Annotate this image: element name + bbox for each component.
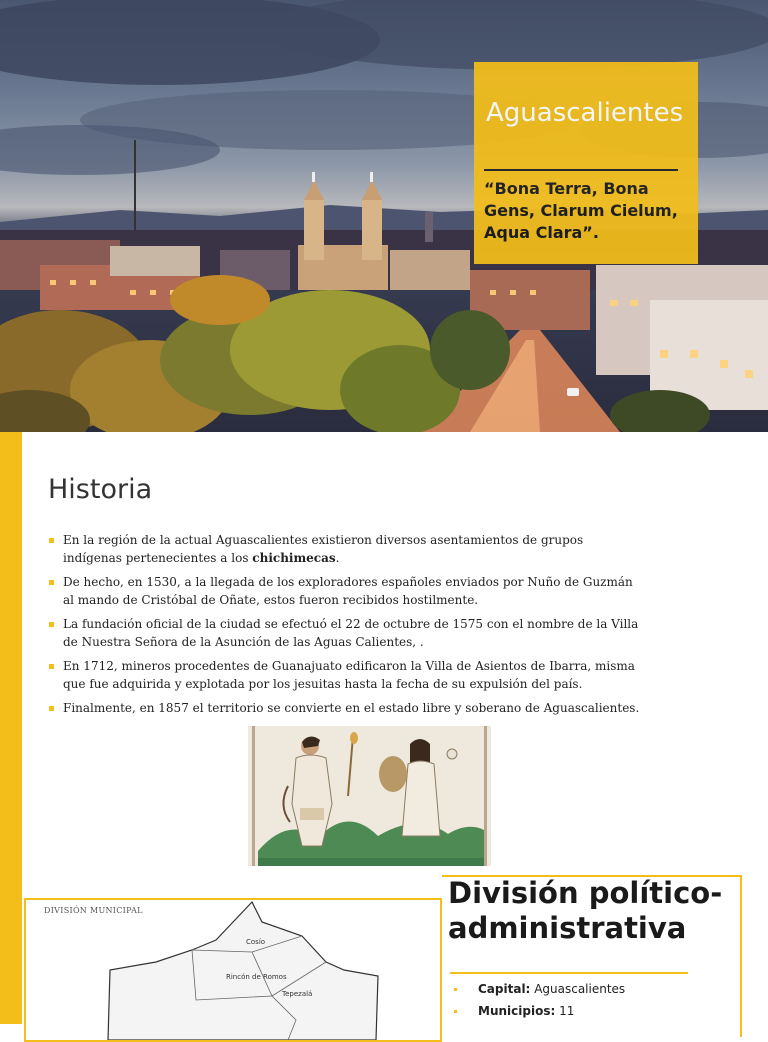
fact-label: Capital: (478, 982, 531, 996)
map-caption: DIVISIÓN MUNICIPAL (44, 906, 143, 915)
bullet-text: En la región de la actual Aguascalientes existieron diversos asentamientos de grupos indígenas pertenecientes a los (63, 533, 584, 565)
historia-bullet (48, 700, 640, 718)
historia-slide (0, 432, 768, 868)
indigenous-figures-image (248, 726, 491, 866)
title-box (474, 62, 698, 264)
map-place-label: Cosío (246, 938, 266, 946)
municipal-map (24, 898, 442, 1042)
bullet-text: En 1712, mineros procedentes de Guanajuato edificaron la Villa de Asientos de Ibarra, misma que fue adquirida y explotada por los jesuitas hasta la fecha de su expulsión del país. (63, 659, 635, 691)
bullet-text: De hecho, en 1530, a la llegada de los exploradores españoles enviados por Nuño de Guzmán al mando de Cristóbal de Oñate, estos fueron recibidos hostilmente. (63, 575, 633, 607)
historia-bullet-list (48, 532, 640, 725)
map-place-label: Rincón de Romos (226, 973, 287, 981)
fact-label: Municipios: (478, 1004, 556, 1018)
map-place-label: Tepezalá (282, 990, 313, 998)
historia-bullet (48, 616, 640, 651)
municipal-map-drawing (26, 900, 440, 1040)
bullet-bold-term: chichimecas (252, 550, 336, 565)
division-divider (450, 972, 688, 974)
motto-text: “Bona Terra, Bona Gens, Clarum Cielum, Aqua Clara”. (484, 179, 678, 242)
hero-photo (0, 0, 768, 432)
bullet-text-tail: . (335, 550, 340, 565)
section-title-historia: Historia (48, 474, 153, 505)
title-divider (484, 169, 678, 171)
fact-value: 11 (559, 1004, 575, 1018)
bullet-text: La fundación oficial de la ciudad se efectuó el 22 de octubre de 1575 con el nombre de la Villa de Nuestra Señora de la Asunción de las Aguas Calientes, . (63, 617, 639, 649)
division-slide (0, 868, 768, 1024)
fact-value: Aguascalientes (534, 982, 626, 996)
fact-item (450, 1000, 730, 1022)
fact-item (450, 978, 730, 1000)
historia-bullet (48, 532, 640, 567)
bullet-text: Finalmente, en 1857 el territorio se convierte en el estado libre y soberano de Aguascalientes. (63, 701, 640, 715)
codex-illustration (248, 726, 491, 866)
division-fact-list (450, 978, 730, 1022)
historia-bullet (48, 574, 640, 609)
section-title-division: División político-administrativa (448, 876, 723, 945)
accent-bar (0, 868, 22, 1024)
accent-bar (0, 432, 22, 868)
page-title: Aguascalientes (486, 98, 684, 128)
historia-bullet (48, 658, 640, 693)
